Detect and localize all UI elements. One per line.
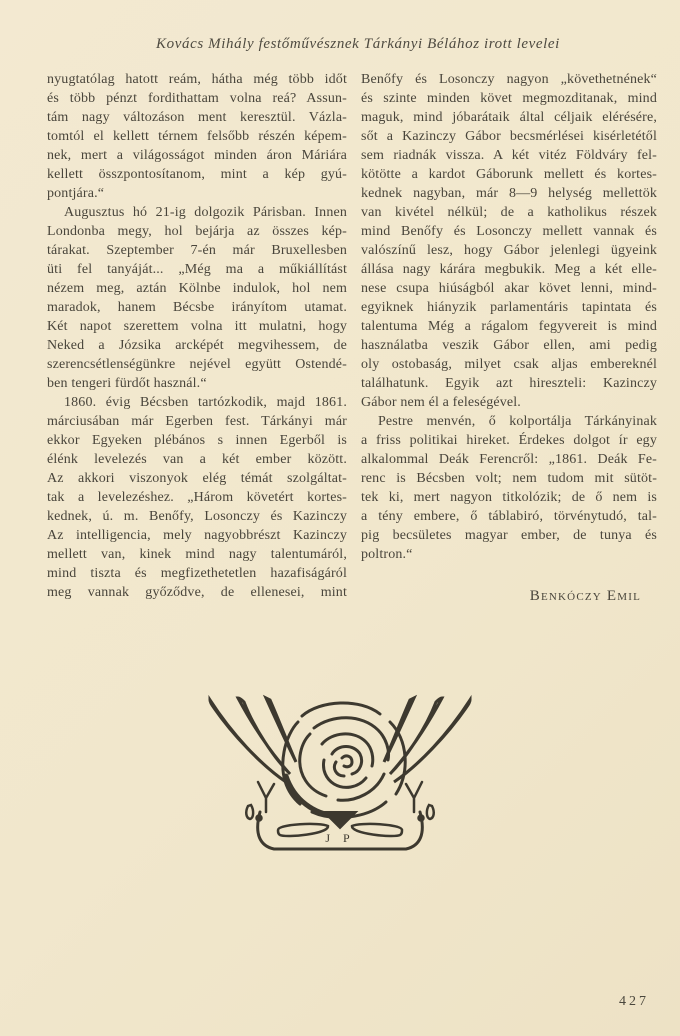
- text-line: sőt a Kazinczy Gábor becsmérlései kisérletétől: [361, 129, 657, 144]
- left-column: [47, 70, 347, 606]
- text-line: tomtól el kellett térnem felsőbb részén képem-: [47, 129, 347, 144]
- ornament-container: [0, 688, 680, 865]
- text-line: van kivétel nélkül; de a katholikus részek: [361, 205, 657, 220]
- text-line: és több pénzt fordithattam volna reá? Assun-: [47, 91, 347, 106]
- author-signature: Benkóczy Emil: [529, 588, 641, 604]
- text-line: élénk levelezés van a két ember között.: [47, 452, 347, 467]
- text-line: mind tiszta és megfizethetetlen hazafiságáról: [47, 566, 347, 581]
- text-line: pig becsületes magyar ember, de tunya és: [361, 528, 657, 543]
- text-line: állása nagy kárára megbukik. Meg a két elle-: [361, 262, 657, 277]
- text-line: tárakat. Szeptember 7-én már Bruxellesben: [47, 243, 347, 258]
- text-line: poltron.“: [361, 547, 413, 562]
- text-line: Gábor nem él a feleségével.: [361, 395, 521, 410]
- art-nouveau-rose-ornament: [202, 688, 478, 860]
- text-line: használatba veszik Gábor ellen, ami pedig: [361, 338, 657, 353]
- page-number: 427: [619, 994, 649, 1009]
- paragraph: [361, 412, 657, 564]
- text-line: mind Benőfy és Losonczy mellett vannak és: [361, 224, 657, 239]
- right-column-text: [361, 70, 657, 564]
- text-line: Benőfy és Losonczy nagyon „követhetnének“: [361, 72, 657, 87]
- running-head: Kovács Mihály festőművésznek Tárkányi Bélához irott levelei: [156, 36, 560, 52]
- text-line: valószínű lesz, hogy Gábor jelenlegi ügyeink: [361, 243, 657, 258]
- text-line: tak a levelezéshez. „Három követért kortes-: [47, 490, 347, 505]
- text-line: maguk, mind jóbarátaik által céljaik elérésére,: [361, 110, 657, 125]
- text-line: nese csupa hiúságból akar követ lenni, mind-: [361, 281, 657, 296]
- text-line: tám nagy változáson ment keresztül. Vázla-: [47, 110, 347, 125]
- text-line: nek, mert a világosságot minden áron Máriára: [47, 148, 347, 163]
- text-line: üti fel tanyáját... „Még ma a műkiállítást: [47, 262, 347, 277]
- paragraph: [361, 70, 657, 412]
- paragraph: [47, 70, 347, 203]
- text-line: alkalommal Deák Ferencről: „1861. Deák Fe-: [361, 452, 657, 467]
- text-line: a friss politikai hireket. Érdekes dolgot ír egy: [361, 433, 657, 448]
- rose-icon: [283, 703, 405, 817]
- text-line: Két napot szerettem volna itt mulatni, hogy: [47, 319, 347, 334]
- text-line: kednek nagyban, már 8—9 helység mellettök: [361, 186, 657, 201]
- text-line: nyugtatólag hatott reám, hátha még több időt: [47, 72, 347, 87]
- text-line: talentuma Még a rágalom fegyvereit is mind: [361, 319, 657, 334]
- text-line: renc is Bécsben volt; nem tudom mit sütöt-: [361, 471, 657, 486]
- text-line: egyiknek hiányzik parlamentáris tapintata és: [361, 300, 657, 315]
- text-line: Az intelligencia, mely nagyobbrészt Kazinczy: [47, 528, 347, 543]
- right-column: [361, 70, 657, 606]
- text-line: és szinte minden követ megmozditanak, mind: [361, 91, 657, 106]
- text-line: a tény embere, ő táblabiró, törvénytudó, tal-: [361, 509, 657, 524]
- text-line: kednek, ú. m. Benőfy, Losonczy és Kazinczy: [47, 509, 347, 524]
- text-line: nézem meg, aztán Kölnbe indulok, hol nem: [47, 281, 347, 296]
- text-line: mellett van, kinek mind nagy talentumáról,: [47, 547, 347, 562]
- text-line: tek ki, mert nagyon titkolózik; de ő nem is: [361, 490, 657, 505]
- text-line: kellett összpontosítanom, mint a kép gyú-: [47, 167, 347, 182]
- right-wing-icon: [384, 698, 470, 782]
- ornament-initials: J P: [325, 831, 355, 845]
- paragraph: [47, 393, 347, 602]
- text-line: találhatunk. Egyik azt hireszteli: Kazinczy: [361, 376, 657, 391]
- text-line: meg vannak győződve, de ellenesei, mint: [47, 585, 347, 600]
- text-line: sem riadnák vissza. A két vitéz Földváry fel-: [361, 148, 657, 163]
- text-line: kötötte a kardot Gáborunk mellett és kortes-: [361, 167, 657, 182]
- text-line: pontjára.“: [47, 186, 105, 201]
- text-line: Az akkori viszonyok elég témát szolgáltat-: [47, 471, 347, 486]
- text-line: maradok, hanem Bécsbe irányítom utamat.: [47, 300, 347, 315]
- text-line: márciusában már Egerben fest. Tárkányi már: [47, 414, 347, 429]
- text-line: szerencsétlenségünkre nejével együtt Ostendé-: [47, 357, 347, 372]
- text-line: Pestre menvén, ő kolportálja Tárkányinak: [378, 414, 657, 429]
- paragraph: [47, 203, 347, 393]
- text-line: ekkor Egyeken plébános s innen Egerből is: [47, 433, 347, 448]
- text-line: Augusztus hó 21-ig dolgozik Párisban. Innen: [64, 205, 347, 220]
- text-line: Londonba megy, hol bejárja az összes kép-: [47, 224, 347, 239]
- text-line: ben tengeri fürdőt használ.“: [47, 376, 207, 391]
- text-line: 1860. évig Bécsben tartózkodik, majd 1861.: [64, 395, 347, 410]
- text-line: oly ostobaság, milyet csak aljas embereknél: [361, 357, 657, 372]
- text-line: Neked a Józsika arcképét megvihessem, de: [47, 338, 347, 353]
- text-columns: [47, 70, 657, 606]
